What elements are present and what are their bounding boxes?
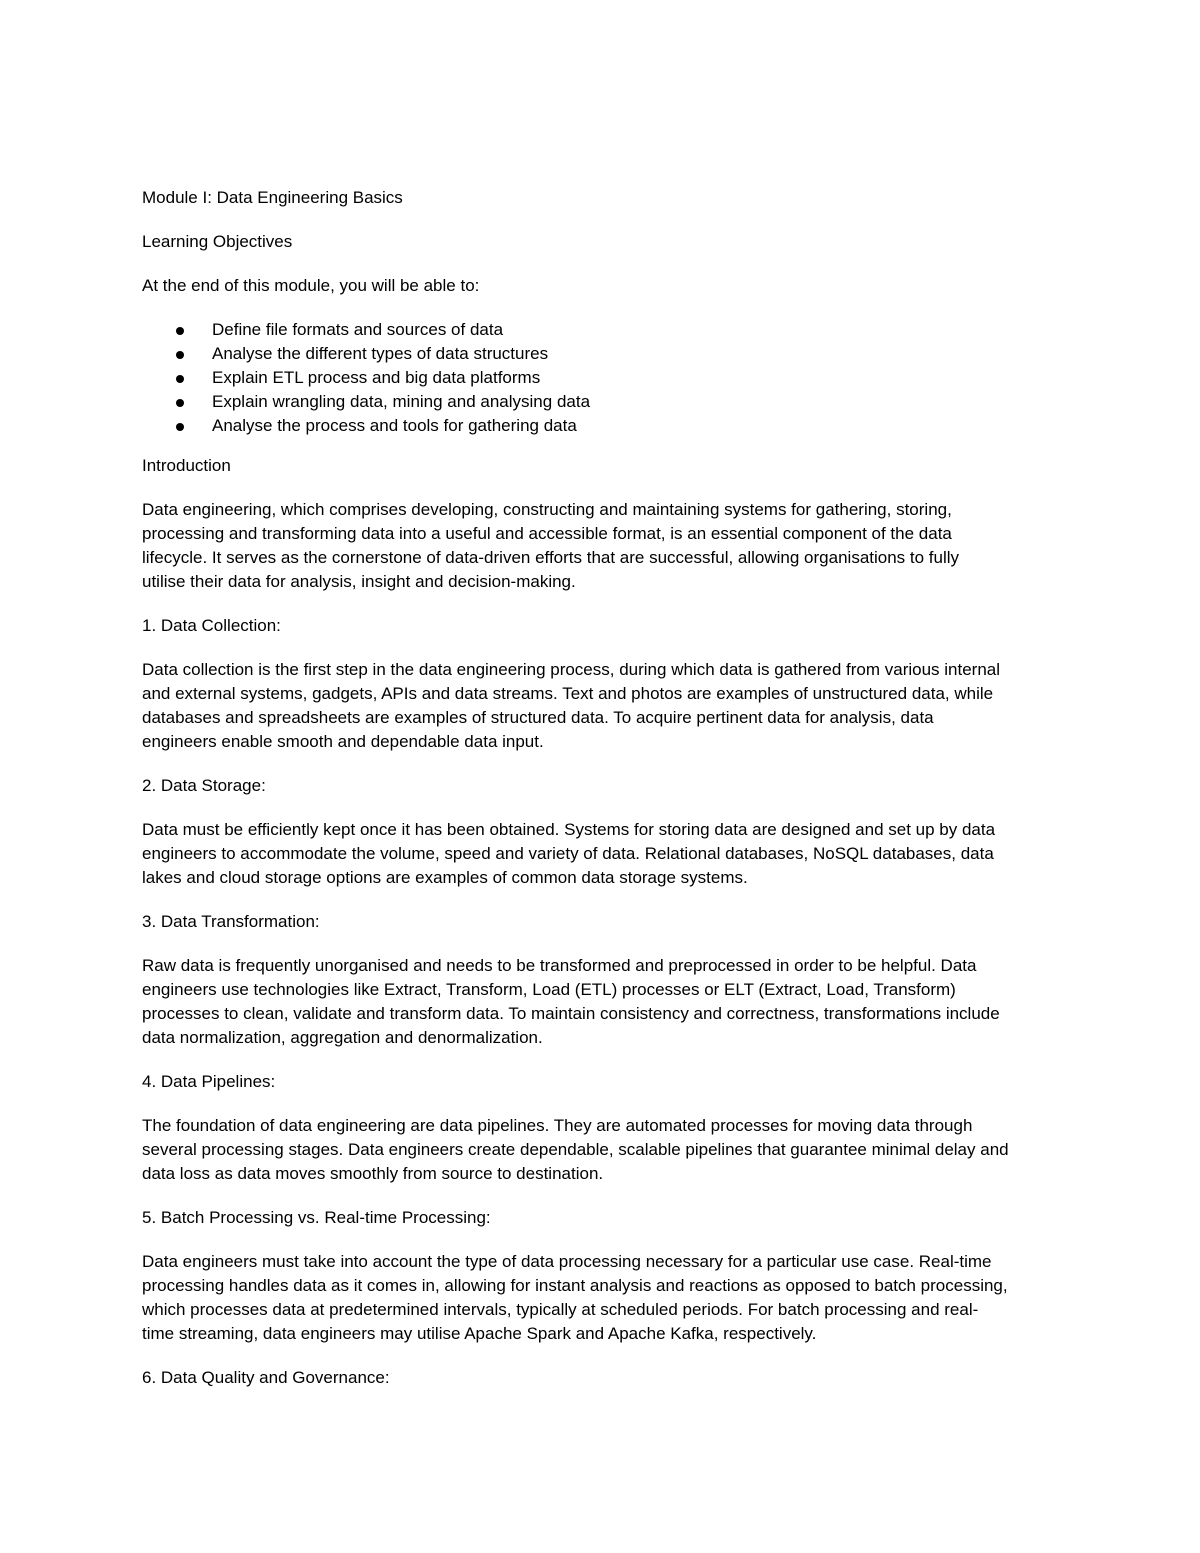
paragraph-line: processing handles data as it comes in, allowing for instant analysis and reactions as opposed to batch processing,: [142, 1276, 1008, 1295]
bullet-icon: [176, 399, 184, 407]
section-paragraph: [142, 1250, 1062, 1346]
list-item: [142, 342, 1062, 366]
paragraph-line: Data engineering, which comprises developing, constructing and maintaining systems for gathering, storing,: [142, 500, 952, 519]
paragraph-line: lakes and cloud storage options are examples of common data storage systems.: [142, 868, 748, 887]
objectives-intro: At the end of this module, you will be able to:: [142, 276, 480, 295]
paragraph-line: utilise their data for analysis, insight and decision-making.: [142, 572, 576, 591]
bullet-icon: [176, 327, 184, 335]
objectives-list: [142, 318, 1062, 438]
paragraph-line: processing and transforming data into a useful and accessible format, is an essential component of the data: [142, 524, 952, 543]
paragraph-line: processes to clean, validate and transform data. To maintain consistency and correctness, transformations include: [142, 1004, 1000, 1023]
paragraph-line: which processes data at predetermined intervals, typically at scheduled periods. For batch processing and real-: [142, 1300, 979, 1319]
paragraph-line: Data collection is the first step in the data engineering process, during which data is gathered from various internal: [142, 660, 1001, 679]
paragraph-line: data loss as data moves smoothly from source to destination.: [142, 1164, 604, 1183]
objective-text: Analyse the process and tools for gathering data: [212, 416, 577, 435]
paragraph-line: and external systems, gadgets, APIs and data streams. Text and photos are examples of unstructured data, while: [142, 684, 994, 703]
section-heading: 2. Data Storage:: [142, 776, 266, 795]
objective-text: Explain ETL process and big data platforms: [212, 368, 541, 387]
module-title: Module I: Data Engineering Basics: [142, 188, 403, 207]
paragraph-line: several processing stages. Data engineers create dependable, scalable pipelines that guarantee minimal delay and: [142, 1140, 1009, 1159]
section-heading: 3. Data Transformation:: [142, 912, 320, 931]
paragraph-line: Data engineers must take into account the type of data processing necessary for a particular use case. Real-time: [142, 1252, 992, 1271]
paragraph-line: The foundation of data engineering are data pipelines. They are automated processes for moving data through: [142, 1116, 973, 1135]
bullet-icon: [176, 375, 184, 383]
section-paragraph: [142, 658, 1062, 754]
paragraph-line: time streaming, data engineers may utilise Apache Spark and Apache Kafka, respectively.: [142, 1324, 817, 1343]
paragraph-line: engineers enable smooth and dependable data input.: [142, 732, 544, 751]
objective-text: Explain wrangling data, mining and analysing data: [212, 392, 591, 411]
paragraph-line: Raw data is frequently unorganised and needs to be transformed and preprocessed in order to be helpful. Data: [142, 956, 977, 975]
bullet-icon: [176, 351, 184, 359]
list-item: [142, 366, 1062, 390]
document-body: [142, 186, 1062, 1390]
section-paragraph: [142, 954, 1062, 1050]
paragraph-line: data normalization, aggregation and denormalization.: [142, 1028, 543, 1047]
paragraph-line: engineers to accommodate the volume, speed and variety of data. Relational databases, NoSQL databases, data: [142, 844, 994, 863]
paragraph-line: Data must be efficiently kept once it has been obtained. Systems for storing data are designed and set up by data: [142, 820, 996, 839]
section-heading: 6. Data Quality and Governance:: [142, 1368, 390, 1387]
introduction-paragraph: [142, 498, 1062, 594]
list-item: [142, 390, 1062, 414]
section-heading: 1. Data Collection:: [142, 616, 281, 635]
objectives-heading: Learning Objectives: [142, 232, 293, 251]
objective-text: Analyse the different types of data structures: [212, 344, 549, 363]
section-paragraph: [142, 1114, 1062, 1186]
objective-text: Define file formats and sources of data: [212, 320, 504, 339]
paragraph-line: lifecycle. It serves as the cornerstone of data-driven efforts that are successful, allowing organisations to fully: [142, 548, 960, 567]
bullet-icon: [176, 423, 184, 431]
paragraph-line: databases and spreadsheets are examples of structured data. To acquire pertinent data for analysis, data: [142, 708, 934, 727]
list-item: [142, 318, 1062, 342]
introduction-heading: Introduction: [142, 456, 231, 475]
section-paragraph: [142, 818, 1062, 890]
list-item: [142, 414, 1062, 438]
paragraph-line: engineers use technologies like Extract, Transform, Load (ETL) processes or ELT (Extract, Load, Transform): [142, 980, 956, 999]
section-heading: 4. Data Pipelines:: [142, 1072, 276, 1091]
section-heading: 5. Batch Processing vs. Real-time Processing:: [142, 1208, 491, 1227]
